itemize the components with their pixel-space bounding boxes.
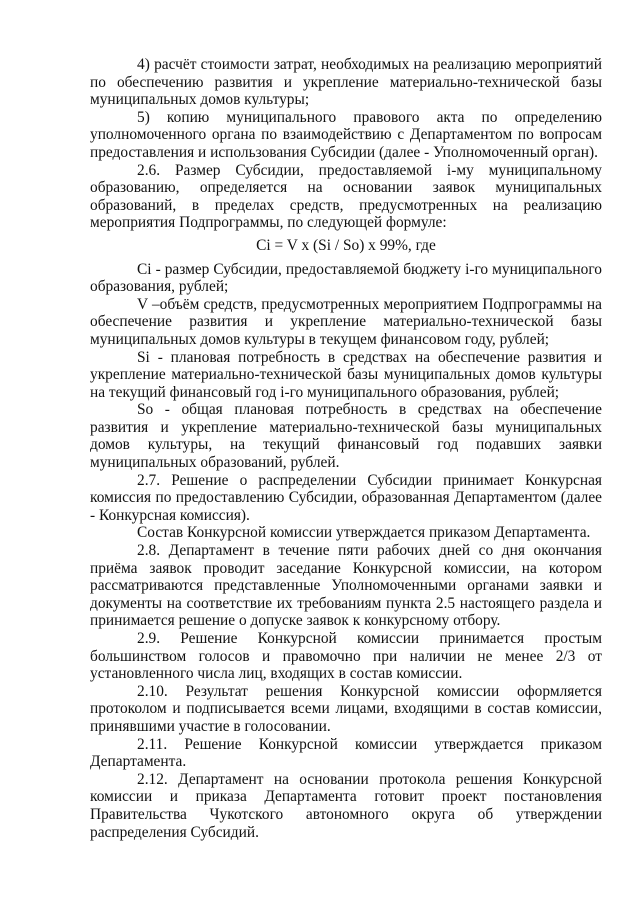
list-item-5: 5) копию муниципального правового акта по определению уполномоченного органа по взаимодействию с Департаментом по вопросам предоставления и использования Субсидии (далее - Уполномоченный орган). bbox=[90, 108, 602, 161]
definition-v: V –объём средств, предусмотренных мероприятием Подпрограммы на обеспечение развития и укрепление материально-технической базы муниципальных домов культуры в текущем финансовом году, рублей; bbox=[90, 295, 602, 348]
document-page bbox=[90, 56, 602, 841]
subsidy-formula: Ci = V x (Si / So) x 99%, где bbox=[256, 236, 436, 254]
definition-si: Si - плановая потребность в средствах на обеспечение развития и укрепление материально-технической базы муниципальных домов культуры на текущий финансовый год i-го муниципального образования, рублей; bbox=[90, 348, 602, 401]
clause-2-11: 2.11. Решение Конкурсной комиссии утверждается приказом Департамента. bbox=[90, 735, 602, 771]
clause-2-9: 2.9. Решение Конкурсной комиссии принимается простым большинством голосов и правомочно при наличии не менее 2/3 от установленного числа лиц, входящих в состав комиссии. bbox=[90, 630, 602, 683]
clause-2-10: 2.10. Результат решения Конкурсной комиссии оформляется протоколом и подписывается всеми лицами, входящими в состав комиссии, принявшими участие в голосовании. bbox=[90, 682, 602, 735]
list-item-4: 4) расчёт стоимости затрат, необходимых на реализацию мероприятий по обеспечению развития и укрепление материально-технической базы муниципальных домов культуры; bbox=[90, 56, 602, 109]
definition-so: So - общая плановая потребность в средствах на обеспечение развития и укрепление материально-технической базы муниципальных домов культуры, на текущий финансовый год подавших заявки муниципальных образований, рублей. bbox=[90, 401, 602, 472]
commission-composition: Состав Конкурсной комиссии утверждается приказом Департамента. bbox=[137, 524, 591, 542]
clause-2-12: 2.12. Департамент на основании протокола решения Конкурсной комиссии и приказа Департамента готовит проект постановления Правительства Чукотского автономного округа об утверждении распределения Субсидий. bbox=[90, 770, 602, 841]
clause-2-6: 2.6. Размер Субсидии, предоставляемой i-му муниципальному образованию, определяется на основании заявок муниципальных образований, в пределах средств, предусмотренных на реализацию мероприятия Подпрограммы, по следующей формуле: bbox=[90, 161, 602, 232]
definition-ci: Ci - размер Субсидии, предоставляемой бюджету i-го муниципального образования, рублей; bbox=[90, 260, 602, 296]
clause-2-8: 2.8. Департамент в течение пяти рабочих дней со дня окончания приёма заявок проводит заседание Конкурсной комиссии, на котором рассматриваются представленные Уполномоченными органами заявки и документы на соответствие их требованиям пункта 2.5 настоящего раздела и принимается решение о допуске заявок к конкурсному отбору. bbox=[90, 542, 602, 630]
clause-2-7: 2.7. Решение о распределении Субсидии принимает Конкурсная комиссия по предоставлению Субсидии, образованная Департаментом (далее - Конкурсная комиссия). bbox=[90, 471, 602, 524]
